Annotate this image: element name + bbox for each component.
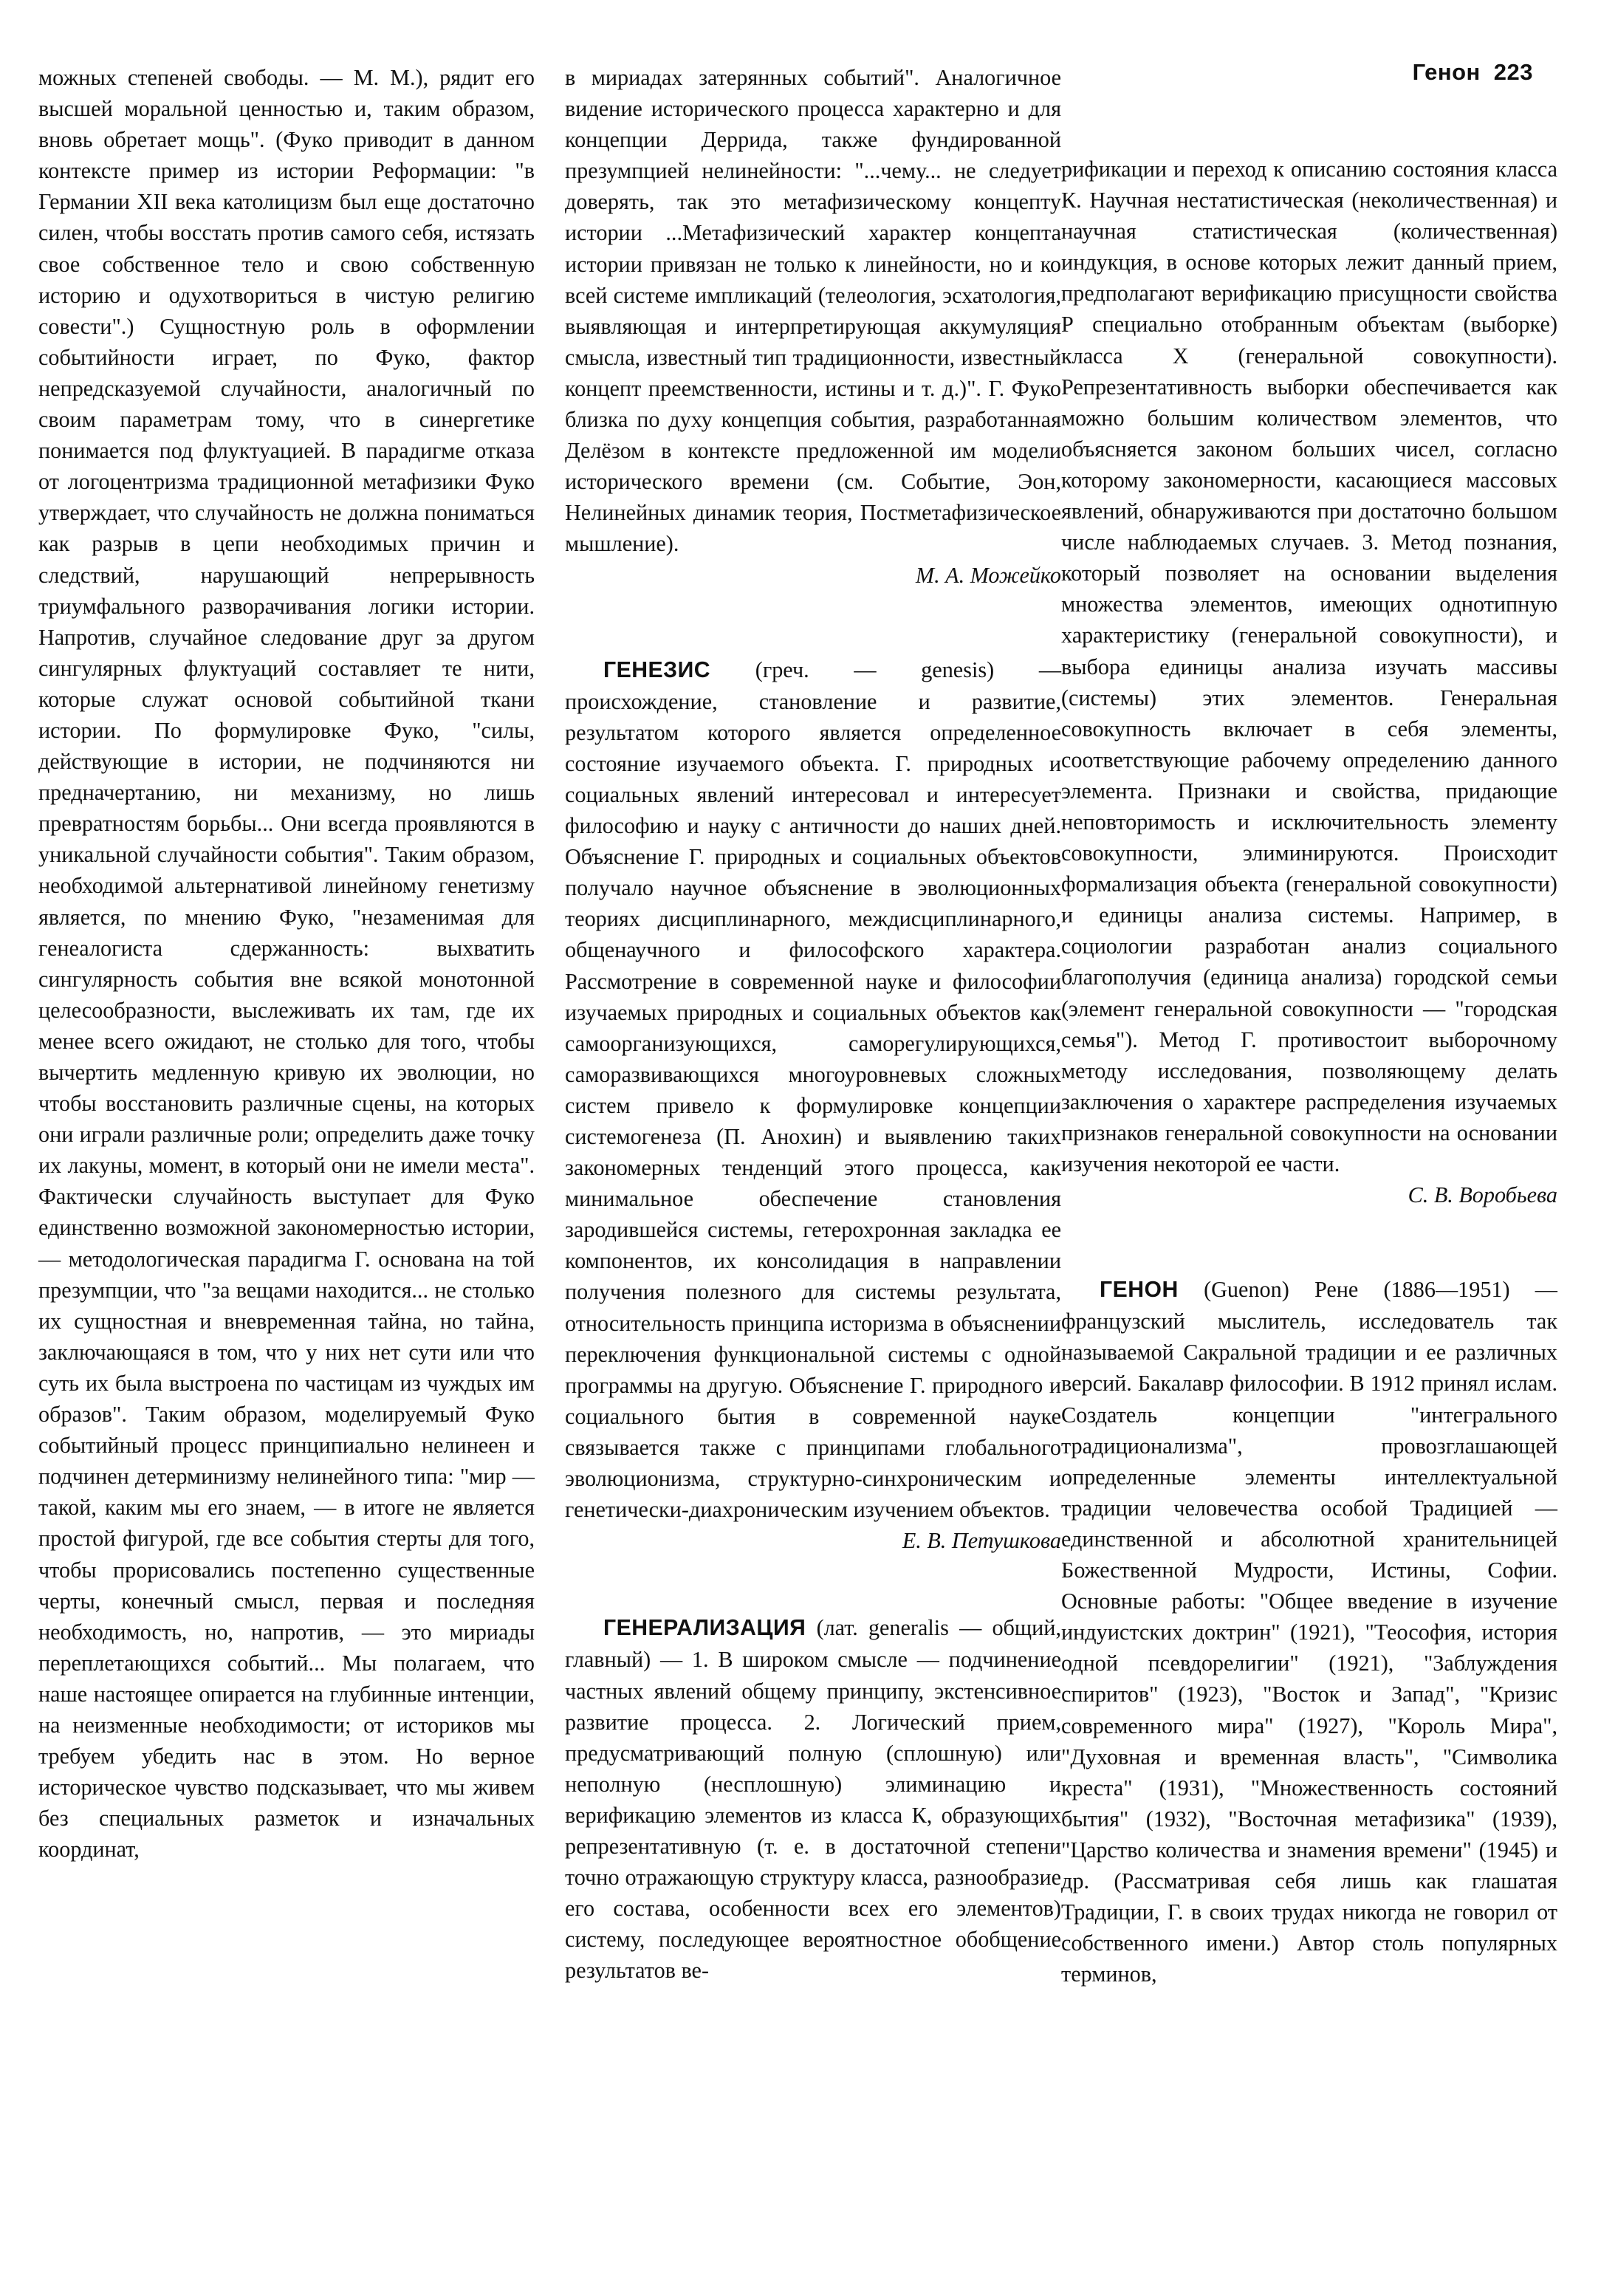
entry-gap bbox=[565, 591, 1061, 654]
author-signature: С. В. Воробьева bbox=[1408, 1182, 1557, 1208]
author-signature: Е. В. Петушкова bbox=[902, 1528, 1061, 1554]
column-2 bbox=[565, 62, 1061, 1986]
running-header bbox=[1413, 59, 1533, 86]
entry-genezis bbox=[565, 654, 1061, 1526]
author-signature: М. А. Можейко bbox=[915, 562, 1061, 588]
entry-generalizatsiya bbox=[565, 1612, 1061, 1986]
paragraph-continuation: можных степеней свободы. — М. М.), рядит его высшей моральной ценностью и, таким образом, вновь обретает мощь". (Фуко приводит в данном контексте пример из истории Реформации: "в Германии XII века католицизм был еще достаточно силен, чтобы восстать против самого себя, истязать свое собственное тело и свою собственную историю и одухотвориться в чистую религию совести".) Сущностную роль в оформлении событийности играет, по Фуко, фактор непредсказуемой случайности, аналогичный по своим параметрам тому, что в синергетике понимается под флуктуацией. В парадигме отказа от логоцентризма традиционной метафизики Фуко утверждает, что случайность не должна пониматься как разрыв в цепи необходимых причин и следствий, нарушающий непрерывность триумфального разворачивания логики истории. Напротив, случайное следование друг за другом сингулярных флуктуаций составляет те нити, которые служат основой событийной ткани истории. По формулировке Фуко, "силы, действующие в истории, не подчиняются ни предначертанию, ни механизму, но лишь превратностям борьбы... Они всегда проявляются в уникальной случайности события". Таким образом, необходимой альтернативой линейному генетизму является, по мнению Фуко, "незаменимая для генеалогиста сдержанность: выхватить сингулярность события вне всякой монотонной целесообразности, выслеживать их там, где их менее всего ожидают, не столько для того, чтобы вычертить медленную кривую их эволюции, но чтобы восстановить различные сцены, на которых они играли различные роли; определить даже точку их лакуны, момент, в который они не имели места". Фактически случайность выступает для Фуко единственно возможной закономерностью истории, — методологическая парадигма Г. основана на той презумпции, что "за вещами находится... не столько их сущностная и вневременная тайна, но тайна, заключающаяся в том, что у них нет сути или что суть их была выстроена по частицам из чуждых им образов". Таким образом, моделируемый Фуко событийный процесс принципиально нелинеен и подчинен детерминизму нелинейного типа: "мир — такой, каким мы его знаем, — в итоге не является простой фигурой, где все события стерты для того, чтобы прорисовались постепенно существенные черты, конечный смысл, первая и последняя необходимость, но, напротив, — это мириады переплетающихся событий... Мы полагаем, что наше настоящее опирается на глубинные интенции, на неизменные необходимости; от историков мы требуем убедить нас в этом. Но верное историческое чувство подсказывает, что мы живем без специальных разметок и изначальных координат, bbox=[38, 65, 535, 1862]
entry-term: ГЕНЕЗИС bbox=[603, 657, 711, 682]
entry-body: (греч. — genesis) — происхождение, становление и развитие, результатом которого является определенное состояние изучаемого объекта. Г. природных и социальных явлений интересовал и интересует философию и науку с античности до наших дней. Объяснение Г. природных и социальных объектов получало научное объяснение в эволюционных теориях дисциплинарного, междисциплинарного, общенаучного и философского характера. Рассмотрение в современной науке и философии изучаемых природных и социальных объектов как самоорганизующихся, саморегулирующихся, саморазвивающихся многоуровневых сложных систем привело к формулировке концепции системогенеза (П. Анохин) и выявлению таких закономерных тенденций этого процесса, как минимальное обеспечение становления зародившейся системы, гетерохронная закладка ее компонентов, их консолидация в направлении получения полезного для системы результата, относительность принципа историзма в объяснении переключения функциональной системы с одной программы на другую. Объяснение Г. природного и социального бытия в современной науке связывается также с принципами глобального эволюционизма, структурно-синхроническим и генетически-диахроническим изучением объектов. bbox=[565, 657, 1062, 1523]
column-1 bbox=[38, 62, 535, 1865]
entry-gap bbox=[1061, 1210, 1557, 1274]
entry-gap bbox=[565, 1556, 1061, 1612]
entry-term: ГЕНЕРАЛИЗАЦИЯ bbox=[603, 1616, 806, 1641]
paragraph-continuation-3: рификации и переход к описанию состояния класса К. Научная нестатистическая (неколичественная) и научная статистическая (количественная) индукция, в основе которых лежит данный прием, предполагают верификацию присущности свойства Р специально отобранным объектам (выборке) класса X (генеральной совокупности). Репрезентативность выборки обеспечивается как можно большим количеством элементов, что объясняется законом больших чисел, согласно которому закономерности, касающиеся массовых явлений, обнаруживаются при достаточно большом числе наблюдаемых случаев. 3. Метод познания, который позволяет на основании выделения множества элементов, имеющих однотипную характеристику (генеральной совокупности), и выбора единицы анализа изучать массивы (системы) этих элементов. Генеральная совокупность включает в себя элементы, соответствующие рабочему определению данного элемента. Признаки и свойства, придающие неповторимость и исключительность элементу совокупности, элиминируются. Происходит формализация объекта (генеральной совокупности) и единицы анализа системы. Например, в социологии разработан анализ социального благополучия (единица анализа) городской семьи (элемент генеральной совокупности — "городская семья"). Метод Г. противостоит выборочному методу исследования, позволяющему делать заключения о характере распределения изучаемых признаков генеральной совокупности на основании изучения некоторой ее части. bbox=[1061, 157, 1557, 1176]
entry-body: (лат. generalis — общий, главный) — 1. В широком смысле — подчинение частных явлений общему принципу, экстенсивное развитие процесса. 2. Логический прием, предусматривающий полную (сплошную) или неполную (несплошную) элиминацию и верификацию элементов из класса К, образующих репрезентативную (т. е. в достаточной степени точно отражающую структуру класса, разнообразие его состава, особенности всех его элементов) систему, последующее вероятностное обобщение результатов ве- bbox=[565, 1615, 1062, 1984]
entry-genon bbox=[1061, 1274, 1557, 1990]
entry-body: (Guenon) Рене (1886—1951) — французский мыслитель, исследователь так называемой Сакральной традиции и ее различных версий. Бакалавр философии. В 1912 принял ислам. Создатель концепции "интегрального традиционализма", провозглашающей определенные элементы интеллектуальной традиции человечества особой Традицией — единственной и абсолютной хранительницей Божественной Мудрости, Истины, Софии. Основные работы: "Общее введение в изучение индуистских доктрин" (1921), "Теософия, история одной псевдорелигии" (1921), "Заблуждения спиритов" (1923), "Восток и Запад", "Кризис современного мира" (1927), "Король Мира", "Духовная и временная власть", "Символика креста" (1931), "Множественность состояний бытия" (1932), "Восточная метафизика" (1939), "Царство количества и знамения времени" (1945) и др. (Рассматривая себя лишь как глашатая Традиции, Г. в своих трудах никогда не говорил от собственного имени.) Автор столь популярных терминов, bbox=[1061, 1277, 1557, 1987]
paragraph-continuation-2: в мириадах затерянных событий". Аналогичное видение исторического процесса характерно и для концепции Деррида, также фундированной презумпцией нелинейности: "...чему... не следует доверять, так это метафизическому концепту истории ...Метафизический характер концепта истории привязан не только к линейности, но и ко всей системе импликаций (телеология, эсхатология, выявляющая и интерпретирующая аккумуляция смысла, известный тип традиционности, известный концепт преемственности, истины и т. д.)". Г. Фуко близка по духу концепция события, разработанная Делёзом в контексте предложенной им модели исторического времени (см. Событие, Эон, Нелинейных динамик теория, Постметафизическое мышление). bbox=[565, 65, 1061, 557]
page-number: 223 bbox=[1493, 59, 1533, 85]
entry-term: ГЕНОН bbox=[1100, 1278, 1179, 1303]
column-3 bbox=[1061, 154, 1557, 1990]
header-title: Генон bbox=[1412, 59, 1481, 85]
